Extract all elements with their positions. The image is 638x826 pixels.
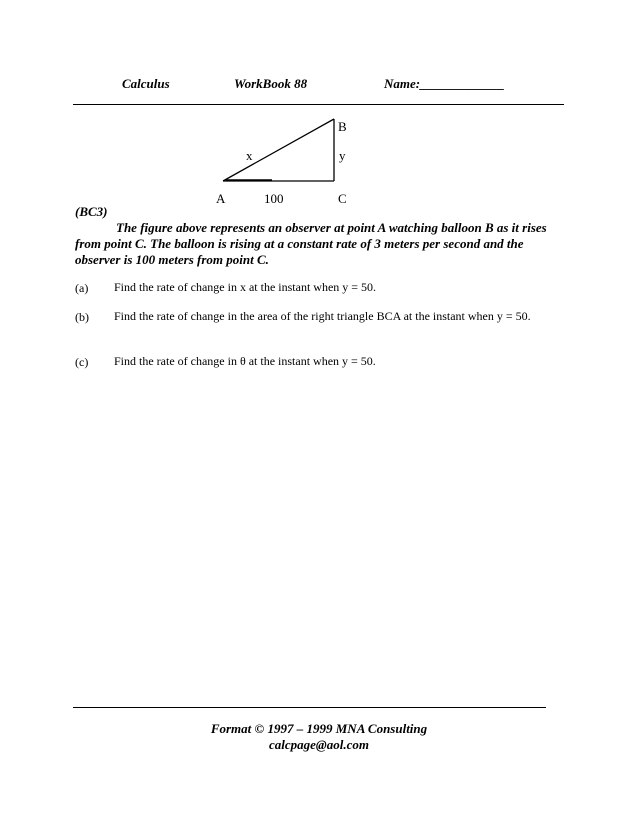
height-y-label: y (339, 148, 346, 163)
vertex-c-label: C (338, 191, 347, 206)
base-length-label: 100 (264, 191, 284, 206)
vertex-b-label: B (338, 119, 347, 134)
part-a-text: Find the rate of change in x at the instant when y = 50. (114, 280, 377, 294)
part-c-text: Find the rate of change in θ at the instant when y = 50. (114, 354, 376, 368)
name-field-label: Name:_____________ (384, 76, 505, 91)
footer-email: calcpage@aol.com (269, 737, 369, 752)
triangle-diagram (0, 0, 638, 200)
problem-intro: The figure above represents an observer at point A watching balloon B as it rises from point C. The balloon is rising at a constant rate of 3 meters per second and the observer is 100 meters from point C. (75, 220, 547, 267)
hypotenuse-x-label: x (246, 148, 253, 163)
course-title: Calculus (122, 76, 170, 91)
part-a-label: (a) (75, 281, 89, 295)
part-b-text: Find the rate of change in the area of the right triangle BCA at the instant when y = 50. (114, 309, 531, 323)
part-c-label: (c) (75, 355, 89, 369)
side-ab (223, 119, 334, 181)
vertex-a-label: A (216, 191, 226, 206)
workbook-title: WorkBook 88 (234, 76, 308, 91)
problem-tag: (BC3) (75, 204, 108, 219)
footer-format: Format © 1997 – 1999 MNA Consulting (210, 721, 428, 736)
part-b-label: (b) (75, 310, 89, 324)
footer-divider (73, 707, 546, 708)
